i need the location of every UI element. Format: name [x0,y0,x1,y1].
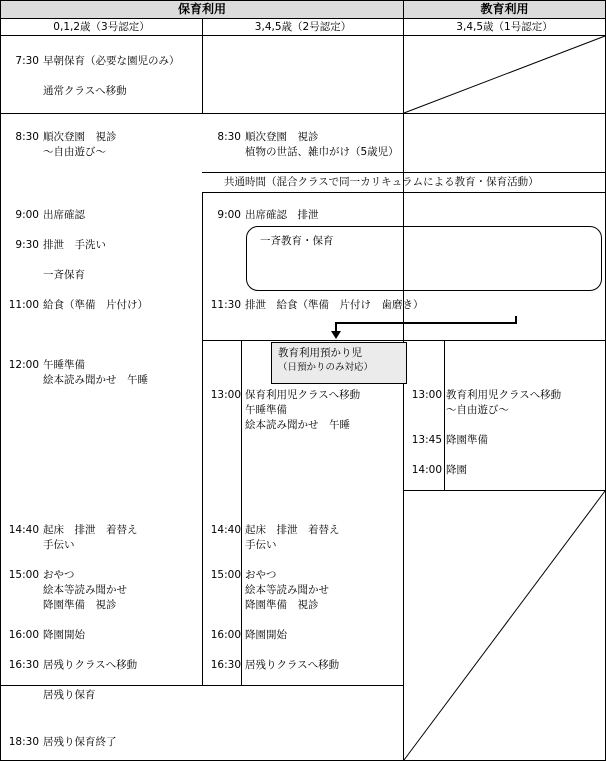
header-kyoiku: 教育利用 [404,1,605,18]
time-1500: 15:00 [210,569,241,581]
header-col-345-2: 3,4,5歳（2号認定） [254,21,352,33]
activity-toilet: 排泄 手洗い [43,239,106,251]
activity-nap-prep: 午睡準備 [43,359,85,371]
header-hoiku: 保育利用 [1,1,403,18]
activity-leave-prep: 降園準備 [446,434,488,446]
activity-lunch: 排泄 給食（準備 片付け 歯磨き） [245,299,424,311]
activity-plants: 植物の世話、雑巾がけ（5歳児） [245,146,399,158]
note-sub: （日預かりのみ対応） [278,362,374,373]
activity-leave-prep: 降園準備 視診 [245,599,319,611]
activity-reading: 絵本等読み聞かせ [43,584,127,596]
time-1500: 15:00 [8,569,39,581]
activity-nap-prep: 午睡準備 [245,404,287,416]
time-1630: 16:30 [8,659,39,671]
activity-early-care: 早朝保育（必要な園児のみ） [43,55,180,67]
time-0830: 8:30 [217,131,241,143]
header-col-012: 0,1,2歳（3号認定） [53,21,150,33]
activity-snack: おやつ [43,569,75,581]
time-1600: 16:00 [8,629,39,641]
activity-free-play: ～自由遊び～ [446,404,509,416]
activity-to-hoiku-class: 保育利用児クラスへ移動 [245,389,361,401]
time-0930: 9:30 [15,239,39,251]
activity-leave-start: 降園開始 [43,629,85,641]
activity-reading: 絵本等読み聞かせ [245,584,329,596]
activity-arrival: 順次登園 視診 [43,131,117,143]
group-education-label: 一斉教育・保育 [260,235,334,247]
time-1300: 13:00 [411,389,442,401]
time-0730: 7:30 [15,55,39,67]
time-1630: 16:30 [210,659,241,671]
time-0900: 9:00 [217,209,241,221]
activity-move-class: 通常クラスへ移動 [43,85,127,97]
time-1440: 14:40 [210,524,241,536]
time-1830: 18:30 [8,736,39,748]
time-1400: 14:00 [411,464,442,476]
activity-leave-prep: 降園準備 視診 [43,599,117,611]
activity-attendance: 出席確認 排泄 [245,209,319,221]
time-1600: 16:00 [210,629,241,641]
activity-help: 手伝い [245,539,277,551]
time-1100: 11:00 [8,299,39,311]
activity-leave-start: 降園開始 [245,629,287,641]
activity-help: 手伝い [43,539,75,551]
activity-free-play: ～自由遊び～ [43,146,106,158]
note-title: 教育利用預かり児 [278,347,362,359]
activity-attendance: 出席確認 [43,209,85,221]
common-time-banner: 共通時間（混合クラスで同一カリキュラムによる教育・保育活動） [224,176,539,188]
time-1345: 13:45 [411,434,442,446]
activity-lunch: 給食（準備 片付け） [43,299,148,311]
time-1440: 14:40 [8,524,39,536]
activity-arrival: 順次登園 視診 [245,131,319,143]
time-1300: 13:00 [210,389,241,401]
activity-snack: おやつ [245,569,277,581]
activity-extended-care: 居残り保育 [43,689,96,701]
activity-wake: 起床 排泄 着替え [245,524,340,536]
time-1130: 11:30 [210,299,241,311]
activity-wake: 起床 排泄 着替え [43,524,138,536]
time-1200: 12:00 [8,359,39,371]
time-0900: 9:00 [15,209,39,221]
activity-nap: 絵本読み聞かせ 午睡 [43,374,148,386]
activity-nap: 絵本読み聞かせ 午睡 [245,419,350,431]
activity-extended-end: 居残り保育終了 [43,736,117,748]
activity-to-kyoiku-class: 教育利用児クラスへ移動 [446,389,562,401]
activity-group-care: 一斉保育 [43,269,85,281]
activity-to-extended: 居残りクラスへ移動 [245,659,340,671]
activity-to-extended: 居残りクラスへ移動 [43,659,138,671]
header-col-345-1: 3,4,5歳（1号認定） [456,21,553,33]
activity-leave: 降園 [446,464,467,476]
time-0830: 8:30 [15,131,39,143]
